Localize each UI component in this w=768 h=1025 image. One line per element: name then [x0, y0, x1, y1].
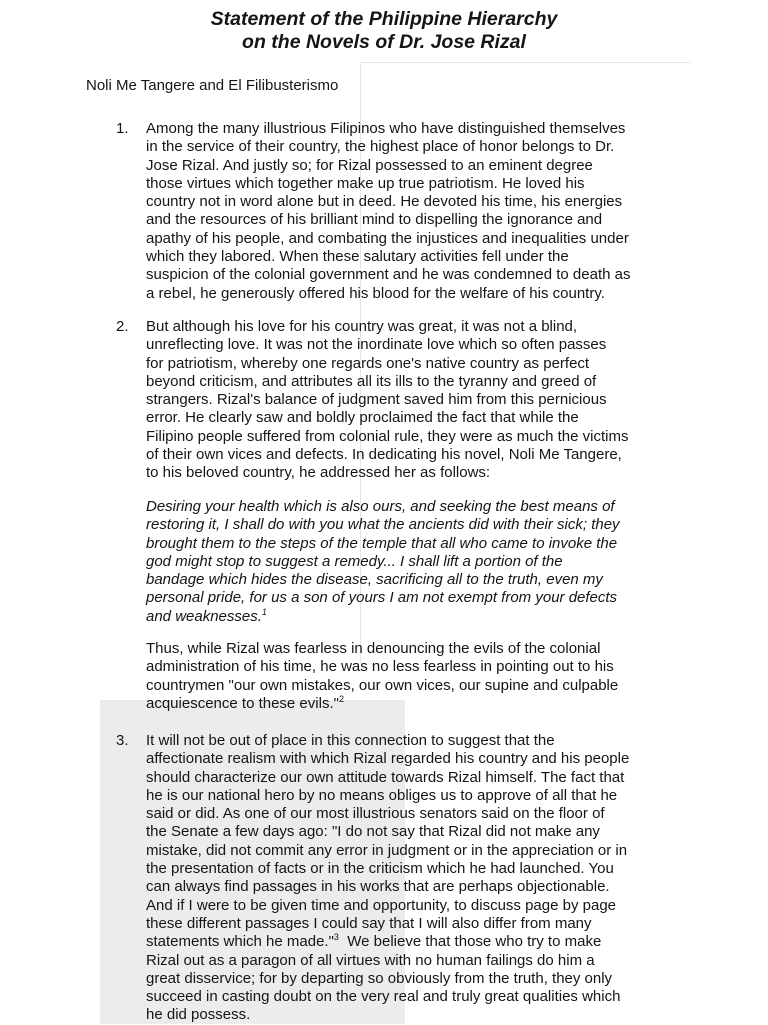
text-line: Rizal out as a paragon of all virtues with no human failings do him a — [146, 951, 595, 969]
text-line: succeed in casting doubt on the very real and truly great qualities which — [146, 988, 621, 1006]
text-line: error. He clearly saw and boldly proclaimed the fact that while the — [146, 409, 579, 427]
text-line: Filipino people suffered from colonial rule, they were as much the victims — [146, 427, 629, 445]
text-line: he is our national hero by no means obliges us to approve of all that he — [146, 786, 618, 804]
text-line: mistake, did not commit any error in judgment or in the appreciation or in — [146, 841, 628, 859]
paragraph-2 — [146, 318, 691, 483]
text-line: beyond criticism, and attributes all its ills to the tyranny and greed of — [146, 372, 597, 390]
text-line: the presentation of facts or in the criticism which he had launched. You — [146, 860, 614, 878]
text-line: Jose Rizal. And justly so; for Rizal possessed to an eminent degree — [146, 156, 593, 174]
text-line: in the service of their country, the highest place of honor belongs to Dr. — [146, 138, 615, 156]
text-line-text: We believe that those who try to make — [338, 933, 602, 951]
text-line: and the resources of his brilliant mind to dispelling the ignorance and — [146, 211, 603, 229]
quote-line: personal pride, for us a son of yours I am not exempt from your defects — [146, 589, 618, 607]
document-subtitle: Noli Me Tangere and El Filibusterismo — [86, 77, 339, 94]
document-title-line-1: Statement of the Philippine Hierarchy — [210, 8, 558, 30]
text-line: apathy of his people, and combating the injustices and inequalities under — [146, 229, 629, 247]
text-line: country not in word alone but in deed. He devoted his time, his energies — [146, 193, 623, 211]
footnote-marker-2: 2 — [338, 693, 344, 704]
text-line: which they labored. When these salutary activities fell under the — [146, 248, 569, 266]
paragraph-1 — [146, 120, 691, 303]
text-line: of their own vices and defects. In dedicating his novel, Noli Me Tangere, — [146, 446, 622, 464]
text-line: a rebel, he generously offered his blood for the welfare of his country. — [146, 284, 605, 302]
text-line: affectionate realism with which Rizal regarded his country and his people — [146, 750, 630, 768]
paragraph-number-2: 2. — [116, 318, 129, 335]
paragraph-2-continuation — [146, 640, 691, 713]
quote-line: Desiring your health which is also ours, and seeking the best means of — [146, 498, 615, 515]
quote-line: brought them to the steps of the temple that all who came to invoke the — [146, 534, 618, 552]
quote-line — [146, 608, 691, 626]
text-line: to his beloved country, he addressed her as follows: — [146, 464, 491, 482]
text-line: countrymen "our own mistakes, our own vices, our supine and culpable — [146, 676, 619, 694]
text-line: suspicion of the colonial government and he was condemned to death as — [146, 266, 631, 284]
footnote-marker-1: 1 — [261, 606, 267, 617]
text-line — [146, 695, 691, 713]
rizal-quote — [146, 498, 691, 626]
quote-line-text: and weaknesses. — [146, 607, 262, 625]
text-line: unreflecting love. It was not the inordinate love which so often passes — [146, 336, 607, 354]
quote-line: restoring it, I shall do with you what the ancients did with their sick; they — [146, 516, 620, 534]
text-line: should characterize our own attitude towards Rizal himself. The fact that — [146, 768, 625, 786]
text-line: administration of his time, he was no less fearless in pointing out to his — [146, 658, 614, 676]
paragraph-number-1: 1. — [116, 120, 129, 137]
text-line: for patriotism, whereby one regards one's native country as perfect — [146, 354, 590, 372]
footnote-marker-3: 3 — [333, 932, 339, 943]
quote-line: bandage which hides the disease, sacrificing all to the truth, even my — [146, 571, 603, 589]
quote-line: god might stop to suggest a remedy... I shall lift a portion of the — [146, 552, 563, 570]
text-line: Thus, while Rizal was fearless in denouncing the evils of the colonial — [146, 640, 601, 657]
document-title-line-2: on the Novels of Dr. Jose Rizal — [242, 31, 526, 53]
text-line: But although his love for his country was great, it was not a blind, — [146, 318, 578, 335]
text-line: It will not be out of place in this connection to suggest that the — [146, 732, 555, 749]
text-line: strangers. Rizal's balance of judgment saved him from this pernicious — [146, 391, 607, 409]
text-line-text: acquiescence to these evils." — [146, 694, 339, 712]
text-line: said or did. As one of our most illustrious senators said on the floor of — [146, 805, 605, 823]
text-line: Among the many illustrious Filipinos who have distinguished themselves — [146, 120, 626, 137]
text-line — [146, 933, 691, 951]
text-line: And if I were to be given time and opportunity, to discuss page by page — [146, 896, 617, 914]
text-line: great disservice; for by departing so obviously from the truth, they only — [146, 969, 613, 987]
text-line-text: statements which he made." — [146, 933, 334, 951]
text-line: those virtues which together make up true patriotism. He loved his — [146, 174, 585, 192]
text-line: he did possess. — [146, 1006, 251, 1024]
text-line: the Senate a few days ago: "I do not say that Rizal did not make any — [146, 823, 600, 841]
paragraph-number-3: 3. — [116, 732, 129, 749]
text-line: these different passages I could say that I will also differ from many — [146, 914, 592, 932]
text-line: can always find passages in his works that are perhaps objectionable. — [146, 878, 610, 896]
paragraph-3 — [146, 732, 691, 1025]
